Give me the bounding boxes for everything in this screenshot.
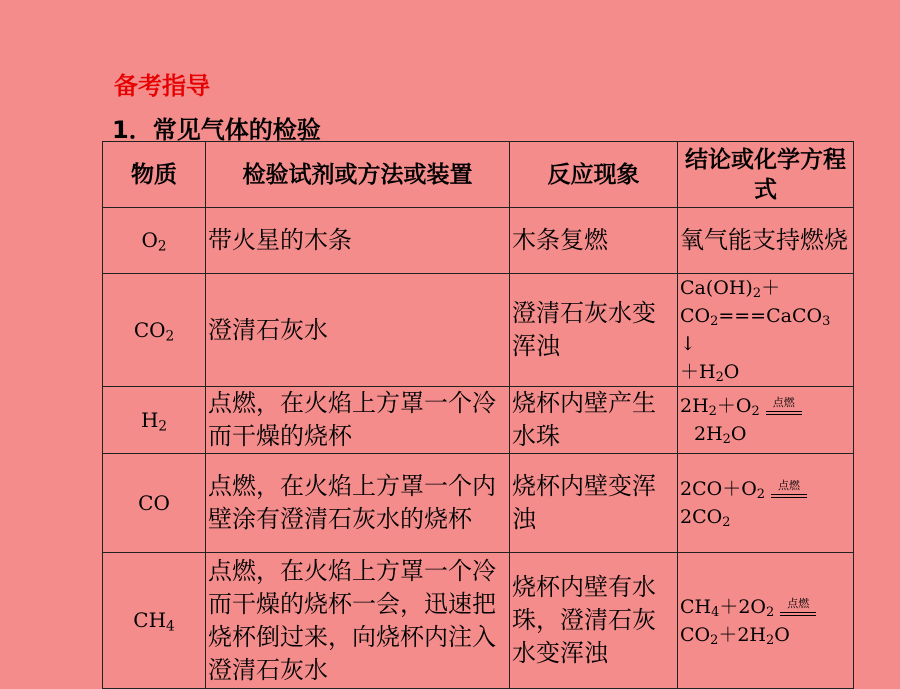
cell-equation: $Ca(OH)_2+$ $CO_2===CaCO_3$ ↓ $+H_2O$ — [678, 274, 854, 387]
cell-equation: $2H_2+O_2$ 点燃 $2H_2O$ — [678, 387, 854, 454]
cell-method: 带火星的木条 — [206, 208, 510, 274]
section-title: 1．常见气体的检验 — [112, 116, 321, 144]
cell-phenomenon: 烧杯内壁有水珠，澄清石灰水变浑浊 — [510, 553, 678, 689]
precipitate-arrow-icon: ↓ — [680, 333, 696, 355]
table-row — [103, 387, 854, 454]
cell-phenomenon: 烧杯内壁产生水珠 — [510, 387, 678, 454]
header-substance: 物质 — [103, 142, 206, 208]
cell-substance: $CO_2$ — [103, 274, 206, 387]
cell-method: 点燃，在火焰上方罩一个冷而干燥的烧杯 — [206, 387, 510, 454]
reaction-condition: 点燃 — [771, 479, 807, 495]
cell-method: 点燃，在火焰上方罩一个内壁涂有澄清石灰水的烧杯 — [206, 454, 510, 553]
table-row — [103, 454, 854, 553]
cell-method: 点燃，在火焰上方罩一个冷而干燥的烧杯一会，迅速把烧杯倒过来，向烧杯内注入澄清石灰水 — [206, 553, 510, 689]
cell-equation: $2CO+O_2$ 点燃 $2CO_2$ — [678, 454, 854, 553]
cell-method: 澄清石灰水 — [206, 274, 510, 387]
cell-substance: CO — [103, 454, 206, 553]
reaction-condition: 点燃 — [766, 396, 802, 412]
cell-equation: $CH_4+2O_2$ 点燃 $CO_2+2H_2O$ — [678, 553, 854, 689]
cell-substance: $CH_4$ — [103, 553, 206, 689]
cell-phenomenon: 烧杯内壁变浑浊 — [510, 454, 678, 553]
table-header-row — [103, 142, 854, 208]
cell-substance: $H_2$ — [103, 387, 206, 454]
reaction-condition: 点燃 — [780, 597, 816, 613]
table-row — [103, 208, 854, 274]
cell-phenomenon: 澄清石灰水变浑浊 — [510, 274, 678, 387]
table-row — [103, 553, 854, 689]
cell-phenomenon: 木条复燃 — [510, 208, 678, 274]
header-phenomenon: 反应现象 — [510, 142, 678, 208]
cell-substance: $O_2$ — [103, 208, 206, 274]
guide-heading: 备考指导 — [114, 72, 210, 100]
header-method: 检验试剂或方法或装置 — [206, 142, 510, 208]
table-row — [103, 274, 854, 387]
header-conclusion: 结论或化学方程式 — [678, 142, 854, 208]
cell-conclusion: 氧气能支持燃烧 — [678, 208, 854, 274]
gas-test-table — [102, 141, 854, 689]
